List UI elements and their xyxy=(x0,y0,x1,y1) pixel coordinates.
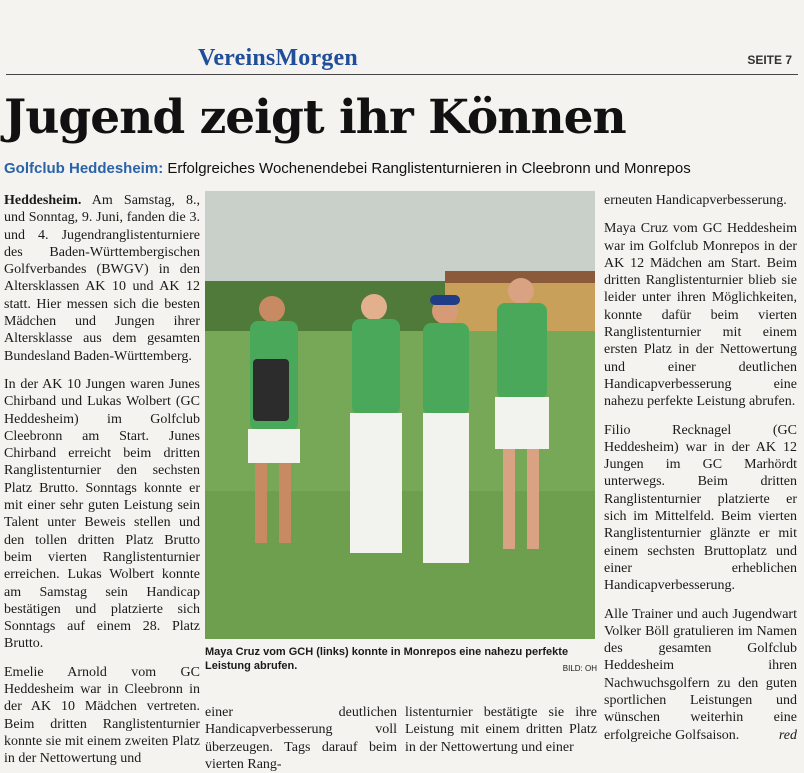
subhead-kicker: Golfclub Heddesheim: xyxy=(4,160,164,177)
paragraph xyxy=(4,192,200,365)
paragraph: Maya Cruz vom GC Heddesheim war im Golfclub Monrepos in der AK 12 Mädchen am Start. Beim dritten Ranglistenturnier blieb sie leider unter ihren Möglichkeiten, konnte dafür beim vierten Ranglistenturnier mit einem ersten Platz in der Nettowertung und einer deutlichen Handicapverbesserung eine nahezu perfekte Leistung abrufen. xyxy=(604,221,797,410)
photo-caption xyxy=(205,645,597,676)
subheadline xyxy=(4,160,691,177)
author-signature: red xyxy=(778,727,797,743)
article-column-3-continued: listenturnier bestätigte sie ihre Leistung mit einem dritten Platz in der Nettowertung und einer xyxy=(405,705,597,755)
article-column-4 xyxy=(604,192,797,744)
article-column-2-continued: einer deutlichen Handicapverbesserung voll überzeugen. Tags darauf beim vierten Rang- xyxy=(205,705,397,772)
paragraph: In der AK 10 Jungen waren Junes Chirband und Lukas Wolbert (GC Heddesheim) im Golfclub Cleebronn am Start. Junes Chirband erreicht beim dritten Ranglistenturnier den sechsten Platz Brutto. Sonntags konnte er mit einer sehr guten Leistung sein Talent unter Beweis stellen und den tollen dritten Platz Brutto beim vierten Ranglistenturnier erreichen. Lukas Wolbert konnte am Samstag sein Handicap bestätigen und platzierte sich Sonntags auf einem 28. Platz Brutto. xyxy=(4,376,200,652)
article-column-1 xyxy=(4,192,200,768)
subhead-text: Erfolgreiches Wochenendebei Ranglistenturnieren in Cleebronn und Monrepos xyxy=(163,160,691,177)
paragraph: erneuten Handicapverbesserung. xyxy=(604,193,787,208)
page-number: SEITE 7 xyxy=(747,53,792,67)
paragraph xyxy=(604,606,797,744)
headline: Jugend zeigt ihr Können xyxy=(4,90,626,145)
photo-credit: BILD: OH xyxy=(562,664,597,673)
paragraph: Emelie Arnold vom GC Heddesheim war in Cleebronn in der AK 10 Mädchen vertreten. Beim dritten Ranglistenturnier konnte sie mit einem zweiten Platz in der Nettowertung und xyxy=(4,664,200,767)
paragraph-text: Am Samstag, 8., und Sonntag, 9. Juni, fanden die 3. und 4. Jugendranglistenturniere des Baden-Württembergischen Golfverbandes (BWGV) in den Altersklassen AK 10 und AK 12 statt. Hier messen sich die besten Mädchen und Jungen ihrer Altersklasse aus dem gesamten Bundesland Baden-Württemberg. xyxy=(4,193,200,364)
article-photo xyxy=(205,191,595,639)
section-title: VereinsMorgen xyxy=(198,45,358,71)
paragraph: Filio Recknagel (GC Heddesheim) war in der AK 12 Jungen im GC Marhördt unterwegs. Beim dritten Ranglistenturnier platzierte er sich im Mittelfeld. Beim vierten Ranglistenturnier glänzte er mit einem sechsten Bruttoplatz und einer erheblichen Handicapverbesserung. xyxy=(604,422,797,594)
header-rule xyxy=(6,74,798,75)
paragraph-text: Alle Trainer und auch Jugendwart Volker Böll gratulieren im Namen des gesamten Golfclub Heddesheim ihren Nachwuchsgolfern zu den guten sportlichen Leistungen und wünschen weiterhin eine erfolgreiche Golfsaison. xyxy=(604,606,797,743)
caption-text: Maya Cruz vom GCH (links) konnte in Monrepos eine nahezu perfekte Leistung abrufen. xyxy=(205,646,569,672)
dateline: Heddesheim. xyxy=(4,193,82,208)
